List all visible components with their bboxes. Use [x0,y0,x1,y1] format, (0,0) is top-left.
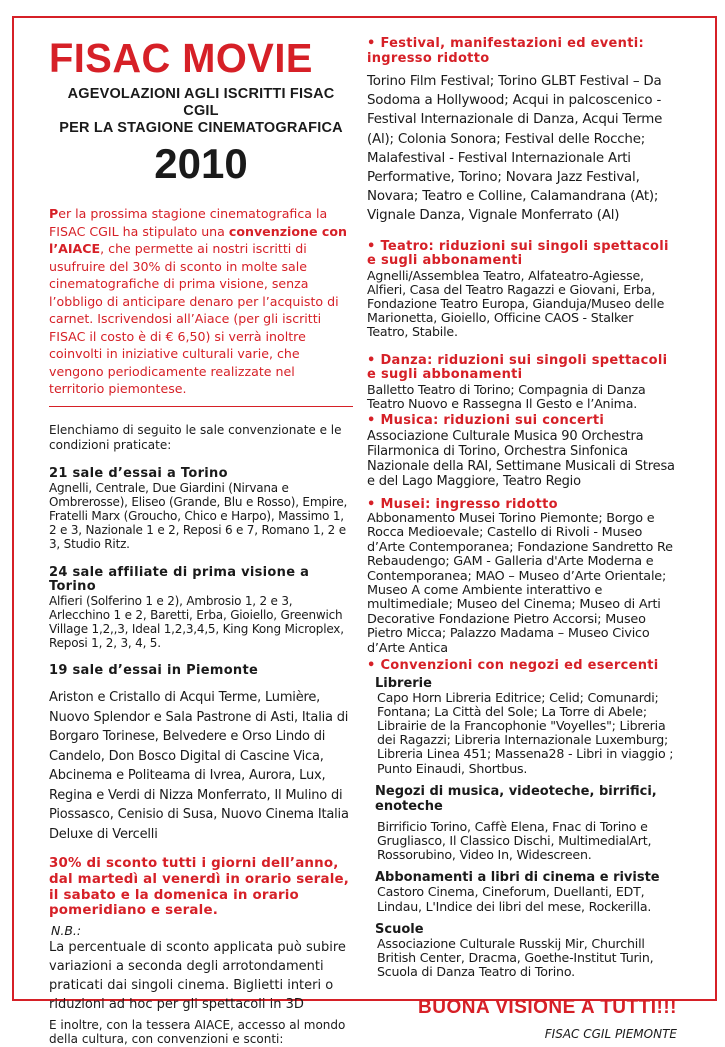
section-body: Agnelli/Assemblea Teatro, Alfateatro-Agiesse, Alfieri, Casa del Teatro Ragazzi e Giovani, Erba, Fondazione Teatro Europa, Gianduja/Museo delle Marionetta, Gioiello, Officine CAOS - Stalker Teatro, Stabile. [367,267,665,340]
bullet-icon: • [367,413,376,429]
intro-paragraph [49,205,353,407]
music-shops-group [375,784,677,863]
cinema-section-piemonte [49,664,353,844]
bullet-icon: • [367,36,376,51]
group-title: Librerie [375,675,432,691]
left-column [49,36,353,1047]
bullet-icon: • [367,238,376,254]
group-body: Castoro Cinema, Cineforum, Duellanti, EDT, Lindau, L'Indice dei libri del mese, Rockerilla. [377,884,652,914]
subtitle-line-2: PER LA STAGIONE CINEMATOGRAFICA [59,120,343,136]
section-heading: • Danza: riduzioni sui singoli spettacoli e sugli abbonamenti [367,352,668,383]
section-heading: • Convenzioni con negozi ed esercenti [367,658,659,674]
section-heading: 21 sale d’essai a Torino [49,465,228,481]
nb-text: La percentuale di sconto applicata può subire variazioni a seconda degli arrotondamenti praticati dai singoli cinema. Biglietti interi o riduzioni ad hoc per gli spettacoli in 3D [49,939,346,1012]
festival-section [367,37,677,226]
section-heading: • Festival, manifestazioni ed eventi: ingresso ridotto [367,36,644,66]
intro-drop-cap: P [49,206,59,221]
bullet-icon: • [367,496,376,512]
group-body: Associazione Culturale Russkij Mir, Churchill British Center, Dracma, Goethe-Institut Turin, Scuola di Danza Teatro di Torino. [377,935,654,980]
discount-note: 30% di sconto tutti i giorni dell’anno, dal martedì al venerdì in orario serale, il sabato e la domenica in orario pomeridiano e serale. [49,856,350,919]
group-body: Capo Horn Libreria Editrice; Celid; Comunardi; Fontana; La Città del Sole; La Torre di Abele; Librairie de la Francophonie "Voyelles"; Libreria dei Ragazzi; Libreria Internazionale Luxemburg; Libreria Linea 451; Massena28 - Libri in viaggio ; Punto Einaudi, Shortbus. [377,689,674,776]
signature: FISAC CGIL PIEMONTE [544,1027,677,1042]
section-heading: • Musica: riduzioni sui concerti [367,413,605,429]
section-body: Agnelli, Centrale, Due Giardini (Nirvana e Ombrerosse), Eliseo (Grande, Blu e Rosso), Empire, Fratelli Marx (Groucho, Chico e Harpo), Massimo 1, 2 e 3, Nazionale 1 e 2, Reposi 6 e 7, Romano 1, 2 e 3, Studio Ritz. [49,480,348,552]
subscriptions-group [375,870,677,913]
section-body: Ariston e Cristallo di Acqui Terme, Lumière, Nuovo Splendor e Sala Pastrone di Asti, Italia di Borgaro Torinese, Belvedere e Orso Lindo di Candelo, Don Bosco Digital di Cascine Vica, Abcinema e Politeama di Ivrea, Aurora, Lux, Regina e Verdi di Nizza Monferrato, Il Mulino di Piossasco, Cenisio di Susa, Nuovo Cinema Italia Deluxe di Vercelli [49,690,349,842]
intro-text-after: , che permette ai nostri iscritti di usufruire del 30% di sconto in molte sale cinematografiche di prima visione, senza l’obbligo di anticipare denaro per l’acquisto di carnet. Iscrivendosi all’Aiace (per gli iscritti FISAC il costo è di € 6,50) si verrà inoltre coinvolti in iniziative culturali varie, che vengono periodicamente realizzate nel territorio piemontese. [49,241,339,396]
page-title: FISAC MOVIE [49,35,313,81]
theatre-section [367,240,677,340]
closing-message: BUONA VISIONE A TUTTI!!! [418,997,677,1019]
section-heading: • Musei: ingresso ridotto [367,496,558,512]
cinema-section-torino-essai [49,467,353,552]
schools-group [375,922,677,980]
section-heading: 19 sale d’essai in Piemonte [49,663,259,679]
nb-label: N.B.: [51,922,82,938]
lead-text: Elenchiamo di seguito le sale convenzionate e le condizioni praticate: [49,422,342,452]
group-title: Negozi di musica, videoteche, birrifici, enoteche [375,783,657,814]
section-heading: • Teatro: riduzioni sui singoli spettacoli e sugli abbonamenti [367,238,669,269]
intro-highlight: convenzione con l’AIACE [49,223,347,256]
bullet-icon: • [367,658,376,674]
group-body: Birrificio Torino, Caffè Elena, Fnac di Torino e Grugliasco, Il Classico Dischi, MultimedialArt, Rossorubino, Video In, Widescreen. [377,818,652,863]
section-body: Balletto Teatro di Torino; Compagnia di Danza Teatro Nuovo e Rassegna Il Gesto e l’Anima. [367,381,646,411]
group-title: Abbonamenti a libri di cinema e riviste [375,870,660,886]
aiace-note: E inoltre, con la tessera AIACE, accesso al mondo della cultura, con convenzioni e sconti: [49,1017,346,1047]
bookshops-group [375,676,677,776]
shops-section [367,659,677,979]
section-body: Associazione Culturale Musica 90 Orchestra Filarmonica di Torino, Orchestra Sinfonica Nazionale della RAI, Settimane Musicali di Stresa e del Lago Maggiore, Teatro Regio [367,428,675,489]
subtitle-line-1: AGEVOLAZIONI AGLI ISCRITTI FISAC CGIL [67,86,335,119]
bullet-icon: • [367,352,376,368]
cinema-section-torino-affiliate [49,566,353,651]
section-body: Torino Film Festival; Torino GLBT Festival – Da Sodoma a Hollywood; Acqui in palcoscenico - Festival Internazionale di Danza, Acqui Terme (Al); Colonia Sonora; Festival delle Rocche; Malafestival - Festival Internazionale Arti Performative, Torino; Novara Jazz Festival, Novara; Teatro e Colline, Calamandrana (At); Vignale Danza, Vignale Monferrato (Al) [367,74,663,224]
group-title: Scuole [375,921,424,937]
section-body: Abbonamento Musei Torino Piemonte; Borgo e Rocca Medioevale; Castello di Rivoli - Museo d’Arte Contemporanea; Fondazione Sandretto Re Rebaudengo; GAM - Galleria d'Arte Moderna e Contemporanea; MAO – Museo d’Arte Orientale; Museo A come Ambiente interattivo e multimediale; Museo del Cinema; Museo di Arti Decorative Fondazione Pietro Accorsi; Museo Pietro Micca; Palazzo Madama – Museo Civico d’Arte Antica [367,511,673,656]
music-section [367,414,677,489]
subtitle [49,86,353,137]
dance-section [367,354,677,411]
intro-text-before: er la prossima stagione cinematografica la FISAC CGIL ha stipulato una [49,206,328,239]
museum-section [367,498,677,657]
right-column [367,37,677,1041]
section-heading: 24 sale affiliate di prima visione a Torino [49,564,310,594]
section-body: Alfieri (Solferino 1 e 2), Ambrosio 1, 2 e 3, Arlecchino 1 e 2, Baretti, Erba, Gioiello, Greenwich Village 1,2,,3, Ideal 1,2,3,4,5, King Kong Microplex, Reposi 1, 2, 3, 4, 5. [49,593,344,651]
season-year: 2010 [154,140,248,187]
